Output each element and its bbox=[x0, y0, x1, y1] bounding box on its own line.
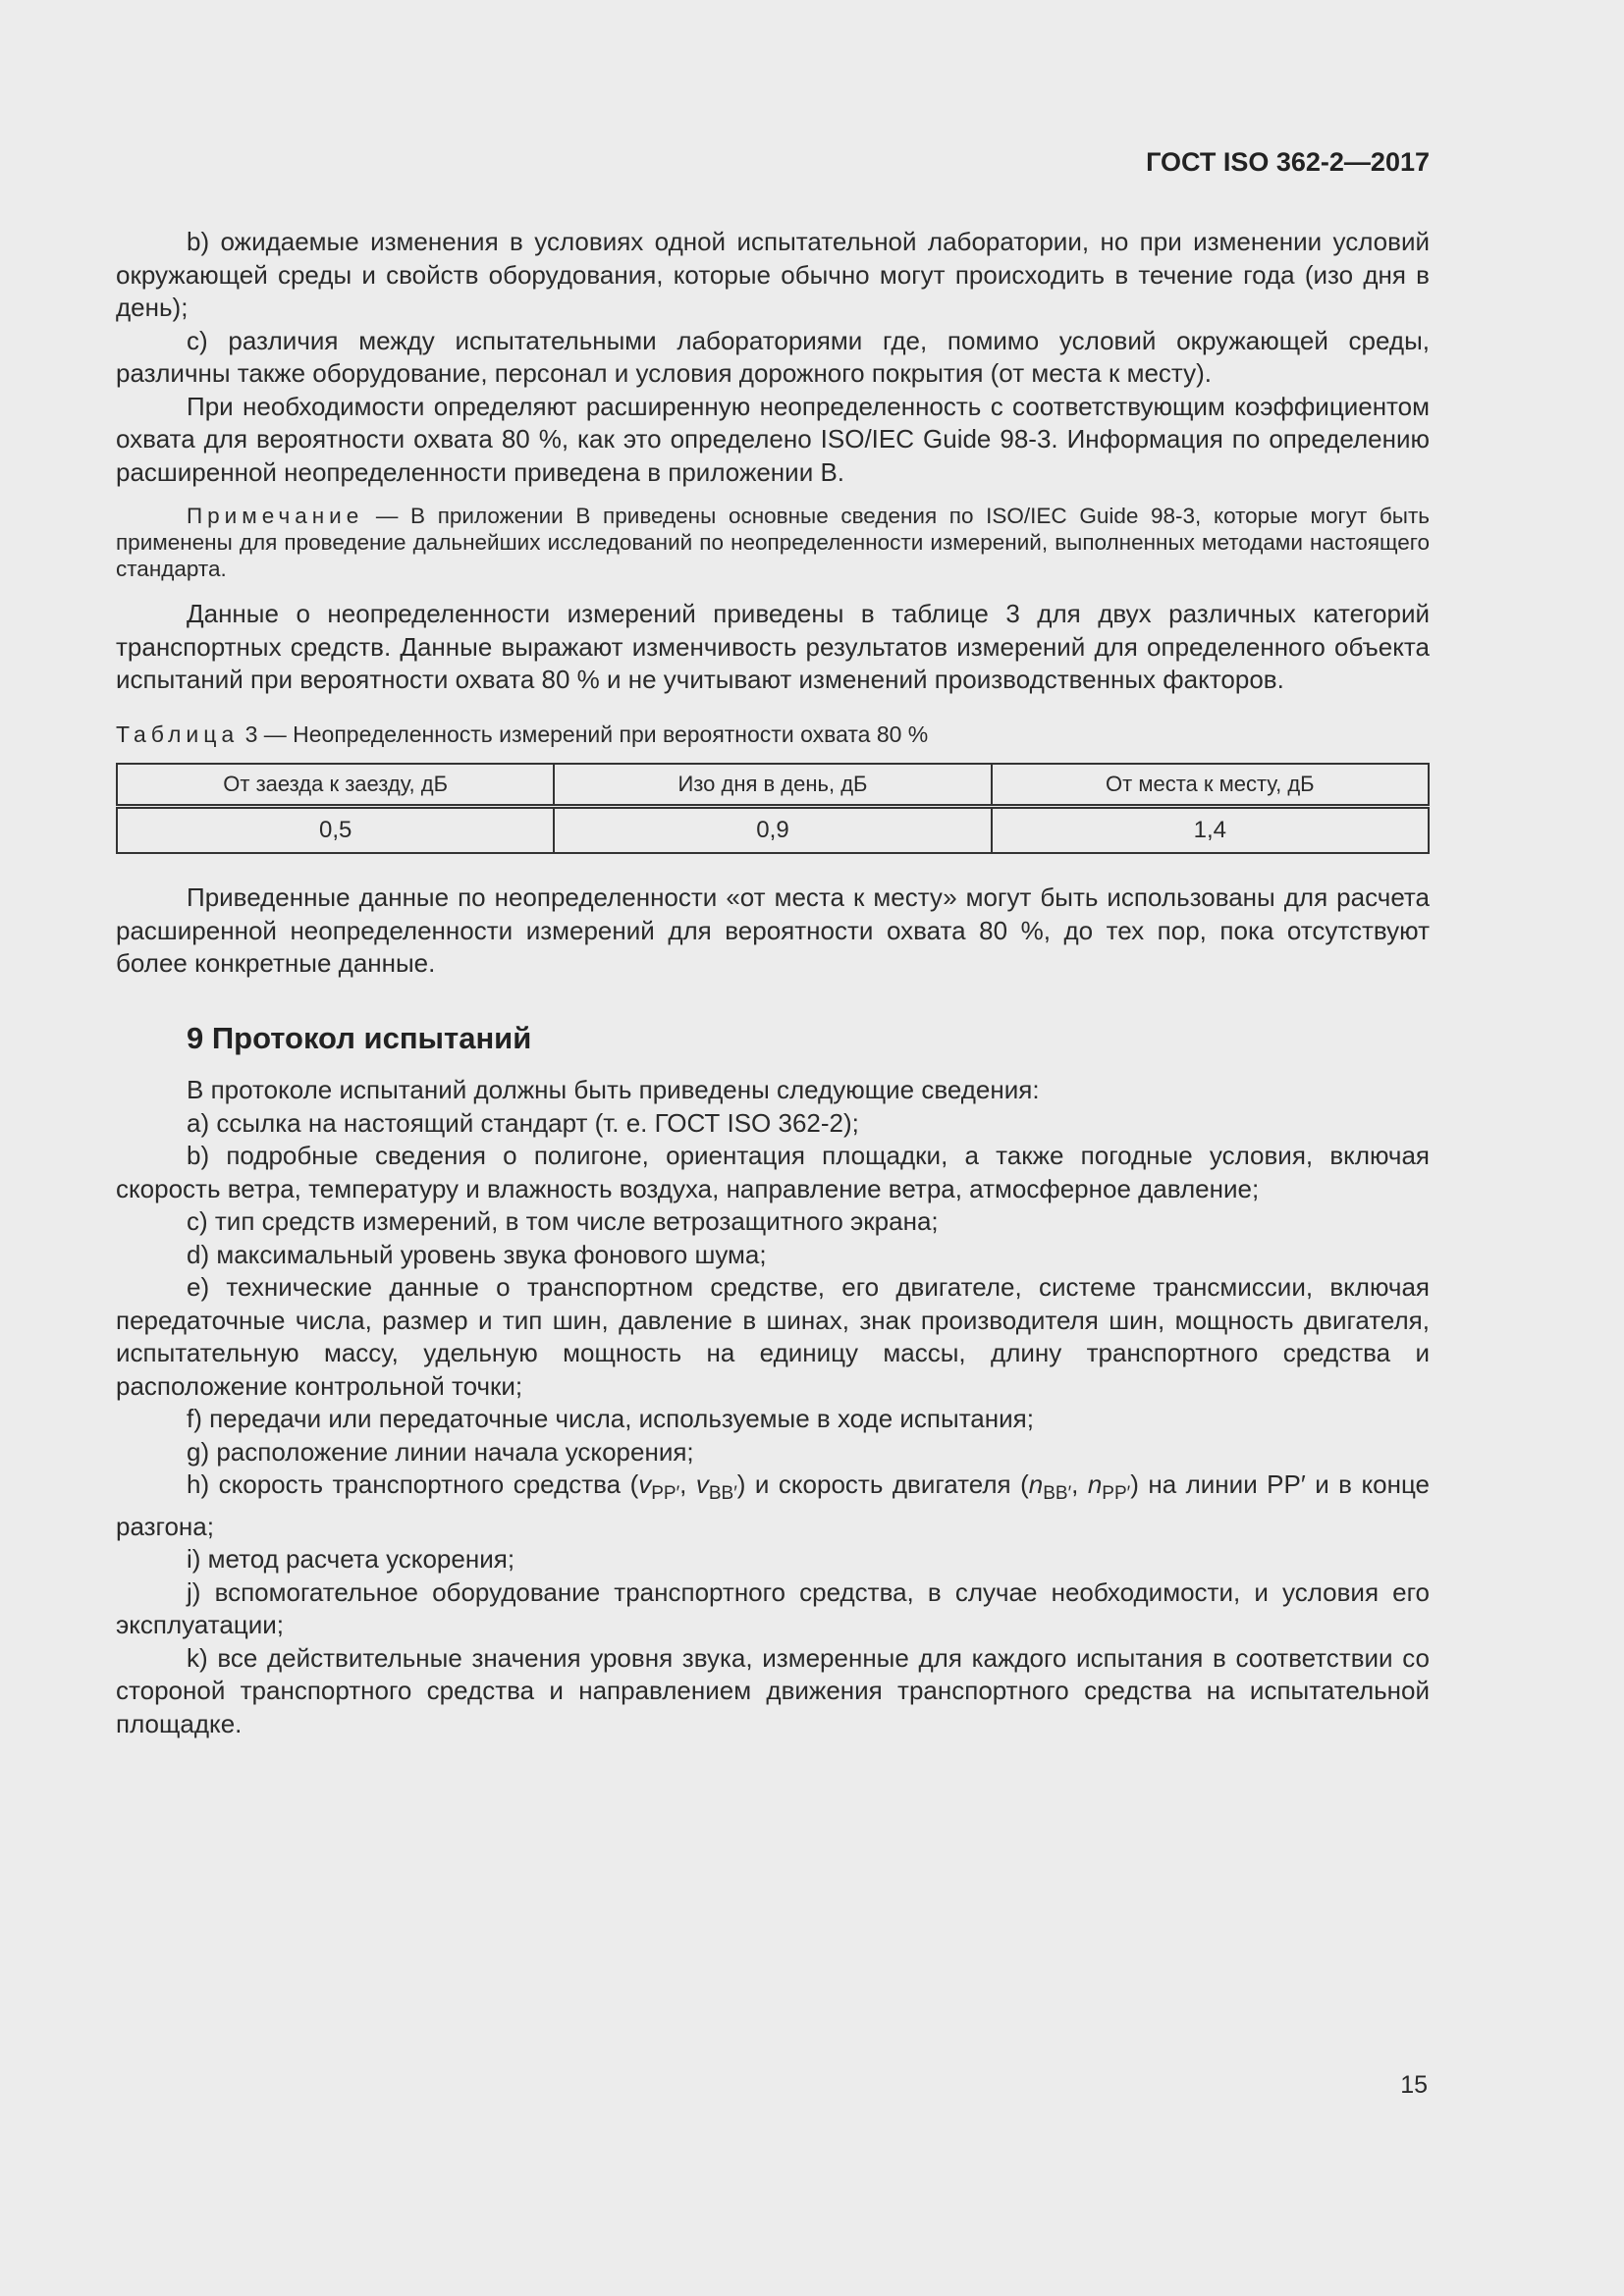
list-item-i: i) метод расчета ускорения; bbox=[187, 1544, 515, 1575]
subscript-bb: BB′ bbox=[708, 1483, 737, 1505]
note-text: — В приложении В приведены основные сведения по ISO/IEC Guide 98-3, которые могут быть применены для проведение дальнейших исследований по неопределенности измерений, выполненных методами настоящего стандарта. bbox=[116, 504, 1430, 581]
item-c-paragraph: c) различия между испытательными лабораториями где, помимо условий окружающей среды, различны также оборудование, персонал и условия дорожного покрытия (от места к месту). bbox=[116, 325, 1430, 388]
list-item-j: j) вспомогательное оборудование транспортного средства, в случае необходимости, и условия его эксплуатации; bbox=[116, 1576, 1430, 1640]
expanded-uncertainty-paragraph: При необходимости определяют расширенную неопределенность с соответствующим коэффициентом охвата для вероятности охвата 80 %, как это определено ISO/IEC Guide 98-3. Информация по определению расширенной неопределенности приведена в приложении В. bbox=[116, 391, 1430, 487]
page-content bbox=[116, 226, 1430, 1740]
table-cell: 0,5 bbox=[117, 807, 554, 854]
separator: , bbox=[679, 1469, 696, 1499]
data-paragraph: Данные о неопределенности измерений приведены в таблице 3 для двух различных категорий транспортных средств. Данные выражают изменчивость результатов измерений для определенного объекта испытаний при вероятности охвата 80 % и не учитывают изменений производственных факторов. bbox=[116, 599, 1430, 694]
page-number: 15 bbox=[1400, 2071, 1428, 2099]
velocity-symbol: v bbox=[695, 1469, 709, 1499]
engine-speed-symbol: n bbox=[1087, 1469, 1103, 1499]
note bbox=[116, 503, 1430, 582]
document-header: ГОСТ ISO 362-2—2017 bbox=[1146, 147, 1430, 177]
list-item-g: g) расположение линии начала ускорения; bbox=[187, 1436, 694, 1467]
after-table-paragraph: Приведенные данные по неопределенности «от места к месту» могут быть использованы для расчета расширенной неопределенности измерений для вероятности охвата 80 %, до тех пор, пока отсутствуют более конкретные данные. bbox=[116, 882, 1430, 978]
table-caption bbox=[116, 719, 1430, 752]
list-item-e: e) технические данные о транспортном средстве, его двигателе, системе трансмиссии, включая передаточные числа, размер и тип шин, давление в шинах, знак производителя шин, мощность двигателя, испытательную массу, удельную мощность на единицу массы, длину транспортного средства и расположение контрольной точки; bbox=[116, 1272, 1430, 1401]
list-item-h-text: ) на линии PP′ и в конце разгона; bbox=[116, 1469, 1430, 1541]
list-item-k: k) все действительные значения уровня звука, измеренные для каждого испытания в соответствии со стороной транспортного средства и направлением движения транспортного средства на испытательной площадке. bbox=[116, 1642, 1430, 1738]
list-item-f: f) передачи или передаточные числа, используемые в ходе испытания; bbox=[187, 1404, 1034, 1433]
subscript-pp: PP′ bbox=[651, 1483, 680, 1505]
table-header-cell: Изо дня в день, дБ bbox=[554, 764, 991, 807]
engine-speed-symbol: n bbox=[1028, 1469, 1044, 1499]
table-caption-text: 3 — Неопределенность измерений при вероятности охвата 80 % bbox=[239, 721, 929, 747]
table-header-cell: От заезда к заезду, дБ bbox=[117, 764, 554, 807]
subscript-bb: BB′ bbox=[1043, 1483, 1072, 1505]
table-caption-label: Таблица bbox=[116, 721, 240, 747]
table-header-cell: От места к месту, дБ bbox=[992, 764, 1429, 807]
note-label: Примечание bbox=[187, 504, 364, 528]
list-item-h-text: ) и скорость двигателя ( bbox=[736, 1469, 1029, 1499]
list-item-h-text: h) скорость транспортного средства ( bbox=[187, 1469, 639, 1499]
item-b-paragraph: b) ожидаемые изменения в условиях одной испытательной лаборатории, но при изменении условий окружающей среды и свойств оборудования, которые обычно могут происходить в течение года (изо дня в день); bbox=[116, 227, 1430, 322]
uncertainty-table bbox=[116, 763, 1430, 854]
velocity-symbol: v bbox=[638, 1469, 652, 1499]
list-item-a: a) ссылка на настоящий стандарт (т. е. ГОСТ ISO 362-2); bbox=[187, 1107, 859, 1138]
section-heading: 9 Протокол испытаний bbox=[187, 1020, 532, 1055]
subscript-pp: PP′ bbox=[1102, 1483, 1131, 1505]
list-item-c: c) тип средств измерений, в том числе ветрозащитного экрана; bbox=[187, 1206, 939, 1236]
list-item-b: b) подробные сведения о полигоне, ориентация площадки, а также погодные условия, включая скорость ветра, температуру и влажность воздуха, направление ветра, атмосферное давление; bbox=[116, 1141, 1430, 1203]
table-cell: 0,9 bbox=[554, 807, 991, 854]
list-item-h bbox=[116, 1468, 1430, 1543]
table-row bbox=[117, 807, 1429, 854]
section-intro: В протоколе испытаний должны быть приведены следующие сведения: bbox=[187, 1075, 1040, 1104]
separator: , bbox=[1071, 1469, 1088, 1499]
table-cell: 1,4 bbox=[992, 807, 1429, 854]
list-item-d: d) максимальный уровень звука фонового шума; bbox=[187, 1239, 767, 1269]
table-header-row bbox=[117, 764, 1429, 807]
